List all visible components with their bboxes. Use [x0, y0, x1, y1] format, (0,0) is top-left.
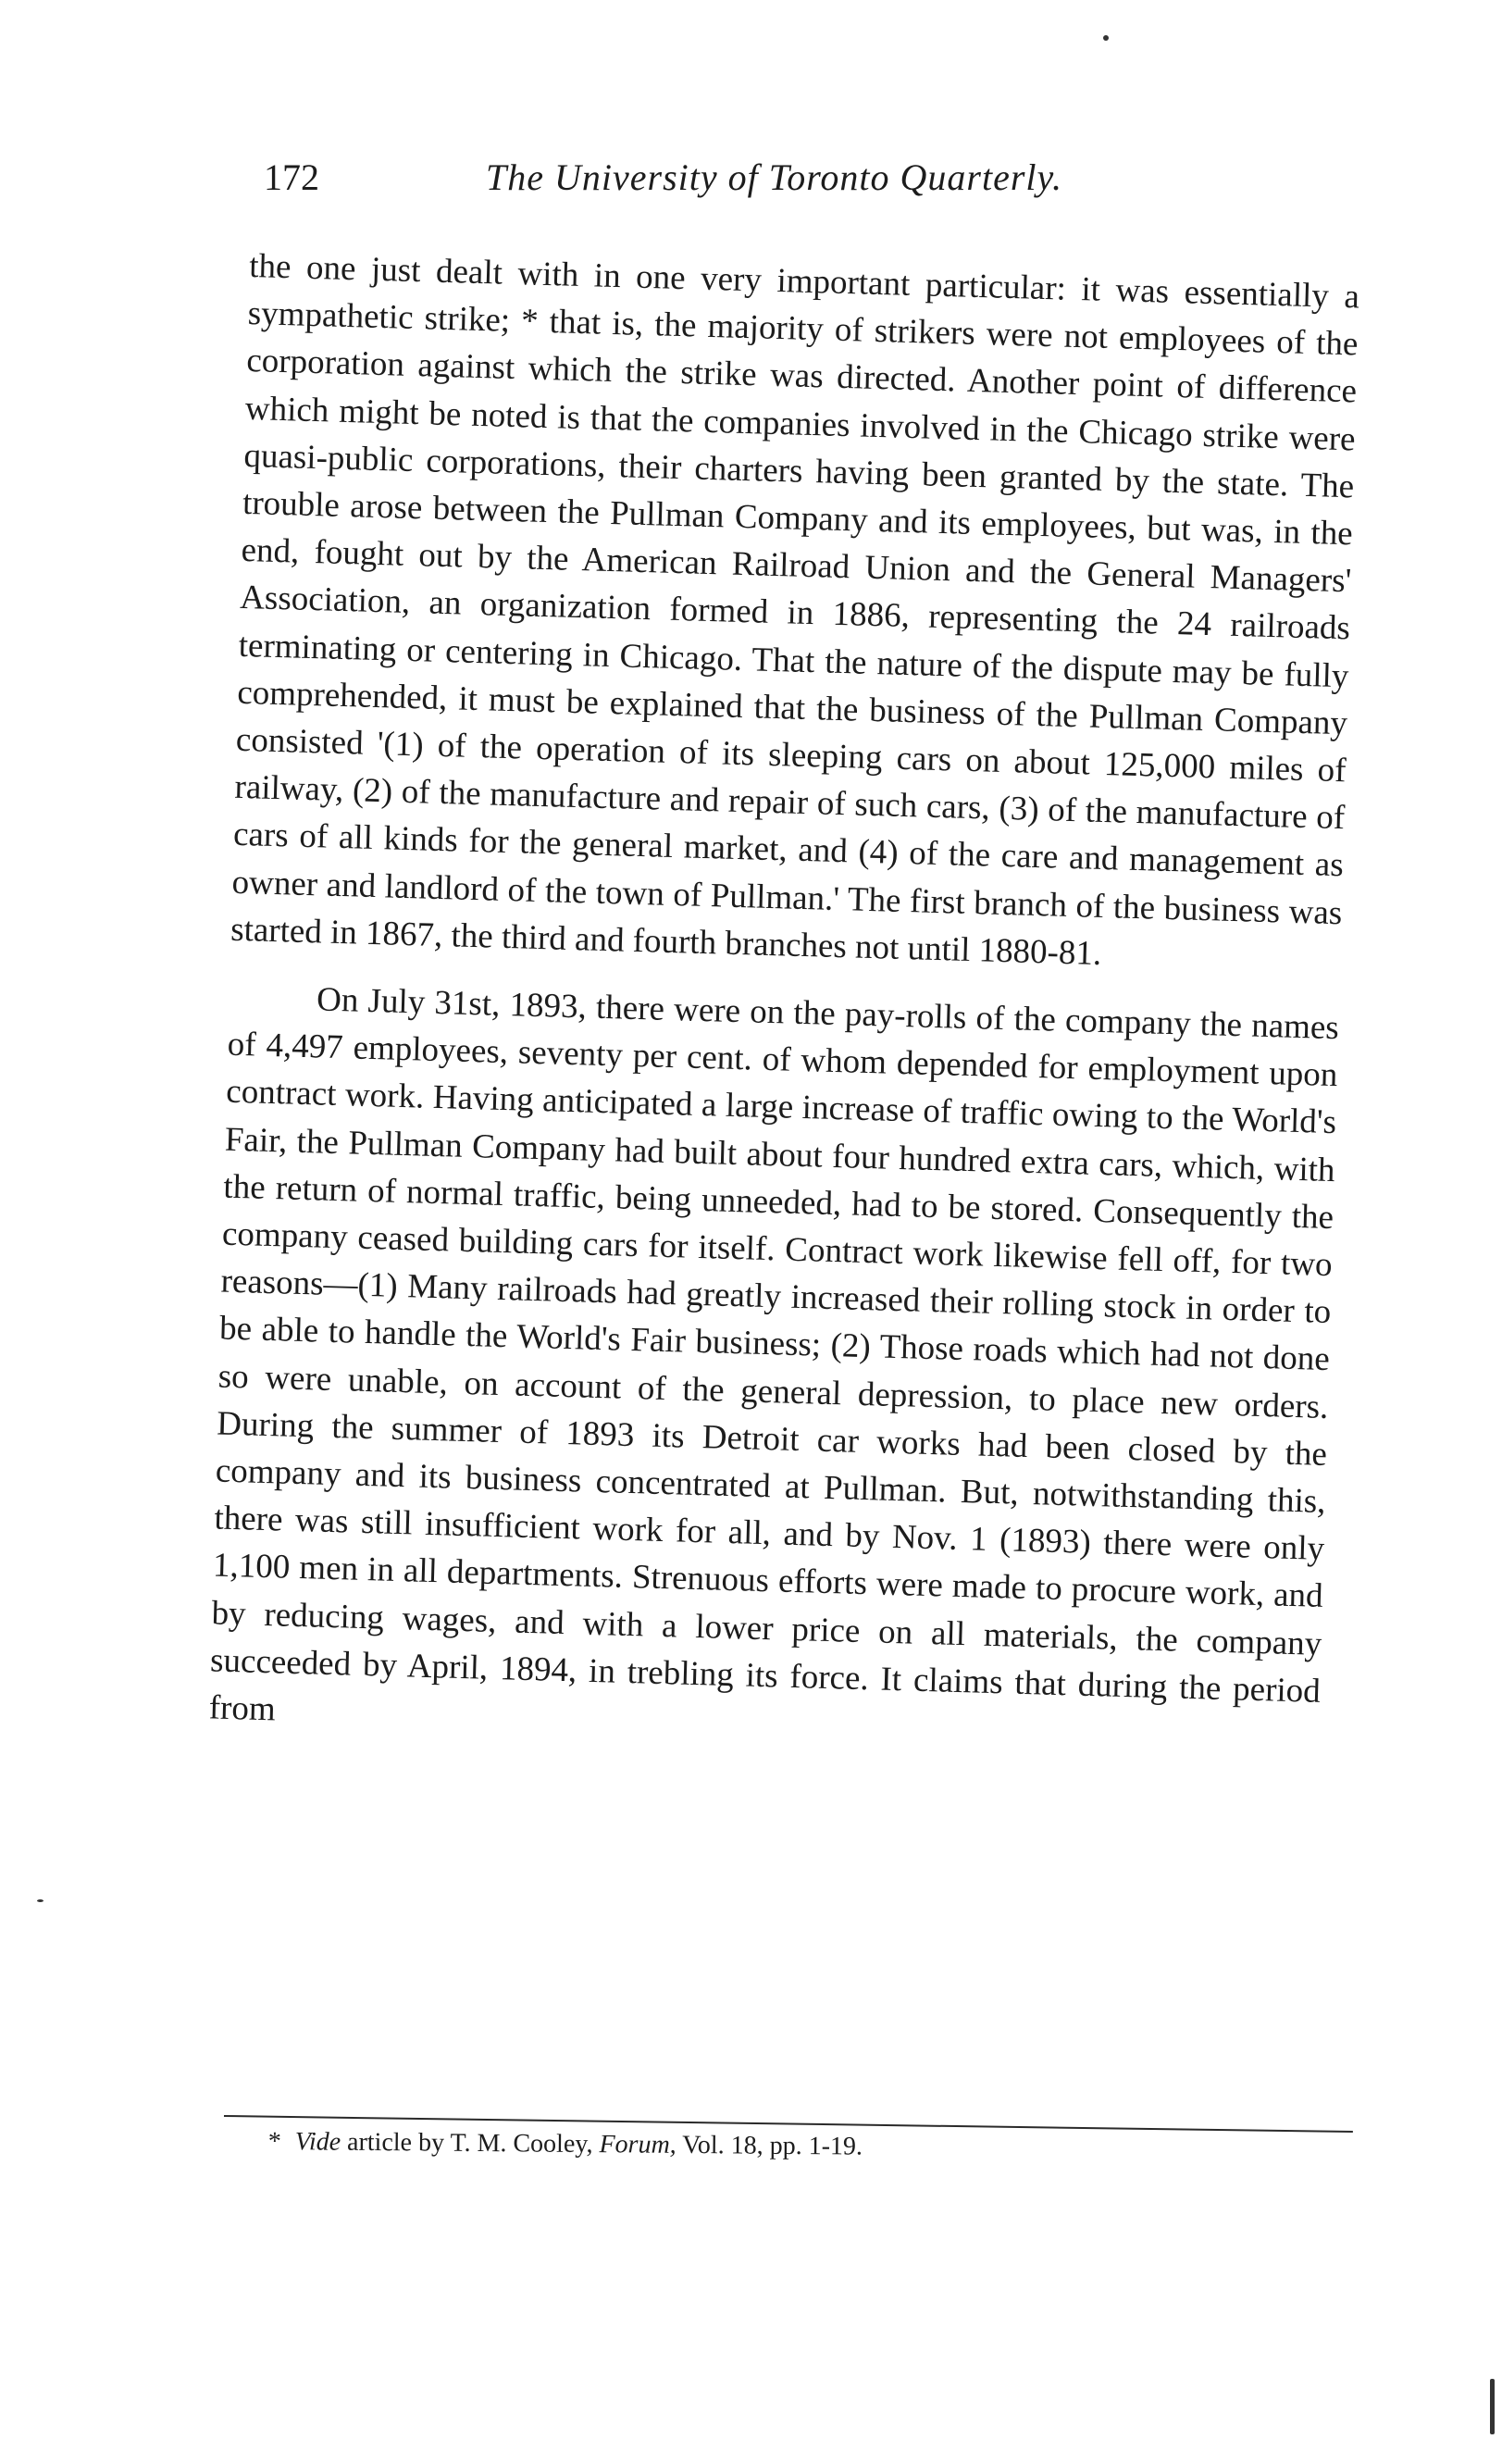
page-number: 172 — [264, 156, 319, 198]
footnote-text-volume: Vol. 18, pp. 1-19. — [682, 2130, 863, 2161]
scan-speck — [37, 1899, 43, 1902]
footnote-marker: * — [267, 2127, 281, 2157]
scan-speck — [1490, 2379, 1495, 2434]
page-header — [264, 156, 1189, 211]
paragraph-july-1893: On July 31st, 1893, there were on the pay-rolls of the company the names of 4,497 employees, seventy per cent. of whom depended for employment upon contract work. Having anticipated a large increase of traffic owing to the World's Fair, the Pullman Company had built about four hundred extra cars, which, with the return of normal traffic, being unneeded, had to be stored. Consequently the company ceased building cars for itself. Contract work likewise fell off, for two reasons—(1) Many railroads had greatly increased their rolling stock in order to be able to handle the World's Fair business; (2) Those roads which had not done so were unable, on account of the general depression, to place new orders. During the summer of 1893 its Detroit car works had been closed by the company and its business concentrated at Pullman. But, notwithstanding this, there was still insufficient work for all, and by Nov. 1 (1893) there were only 1,100 men in all departments. Strenuous efforts were made to procure work, and by reducing wages, and with a lower price on all materials, the company succeeded by April, 1894, in trebling its force. It claims that during the period from — [208, 980, 1340, 1729]
footnote-vide: Vide — [294, 2127, 341, 2157]
running-title: The University of Toronto Quarterly. — [486, 156, 1063, 198]
footnote-journal: Forum, — [599, 2130, 677, 2159]
footnote — [268, 2127, 863, 2162]
scan-speck — [1103, 35, 1109, 41]
paragraph-continued: the one just dealt with in one very important particular: it was essentially a sympathetic strike; * that is, the majority of strikers were not employees of the corporation against which the strike was directed. Another point of difference which might be noted is that the companies involved in the Chicago strike were quasi-public corporations, their charters having been granted by the state. The trouble arose between the Pullman Company and its employees, but was, in the end, fought out by the American Railroad Union and the General Managers' Association, an organization formed in 1886, representing the 24 railroads terminating or centering in Chicago. That the nature of the dispute may be fully comprehended, it must be explained that the business of the Pullman Company consisted '(1) of the operation of its sleeping cars on about 125,000 miles of railway, (2) of the manufacture and repair of such cars, (3) of the manufacture of cars of all kinds for the general market, and (4) of the care and management as owner and landlord of the town of Pullman.' The first branch of the business was started in 1867, the third and fourth branches not until 1880-81. — [230, 246, 1360, 973]
body-text — [208, 243, 1359, 1762]
footnote-text-author: article by T. M. Cooley, — [346, 2127, 593, 2159]
